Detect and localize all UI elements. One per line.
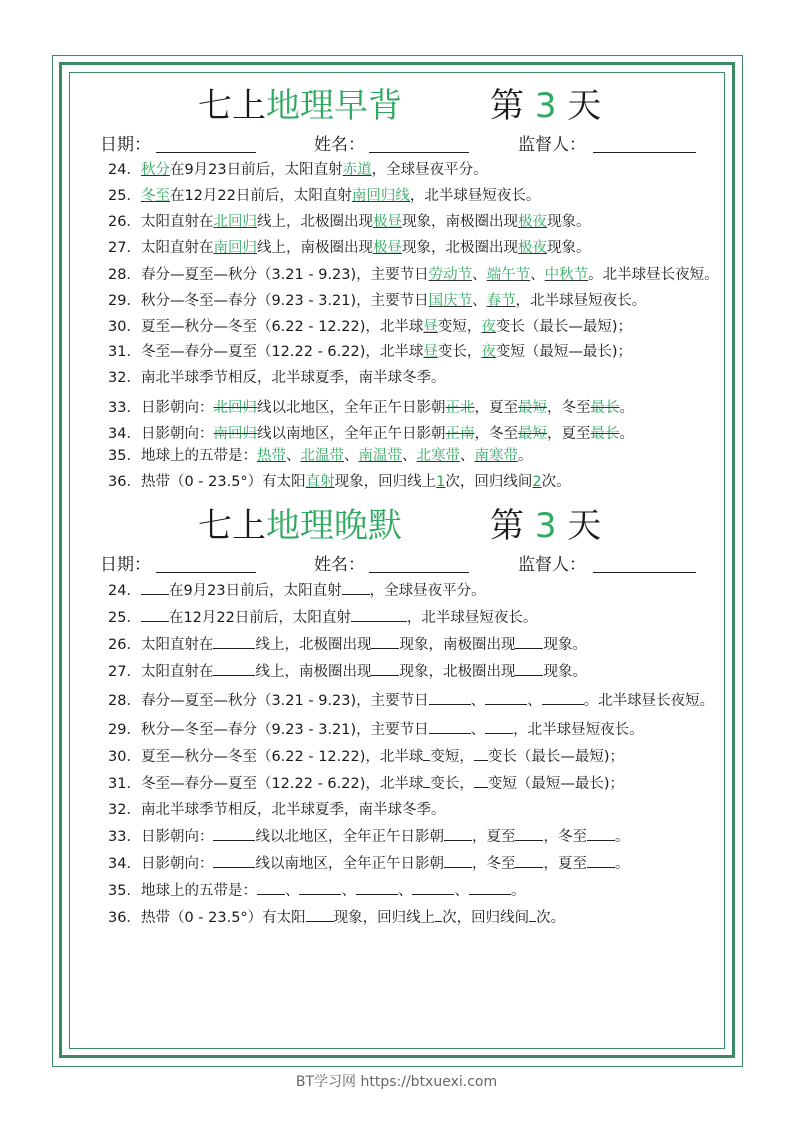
item-text: 。北半球昼长夜短。 <box>583 693 715 709</box>
list-item <box>76 317 720 337</box>
date-label: 日期： <box>100 135 151 155</box>
answer-text: 极昼 <box>372 240 402 256</box>
list-item <box>76 746 720 767</box>
blank-field[interactable] <box>485 719 513 734</box>
item-text: 现象，回归线上 <box>333 910 436 926</box>
supervisor-label: 监督人： <box>518 555 586 575</box>
item-text: 次，回归线间 <box>442 910 530 926</box>
item-text: ，夏至 <box>543 856 587 872</box>
answer-text: 最长 <box>590 426 620 442</box>
item-text: 在12月22日前后，太阳直射 <box>169 188 352 204</box>
item-number: 25． <box>108 610 141 626</box>
item-text: 线以南地区，全年正午日影朝 <box>256 426 446 442</box>
item-number: 29． <box>108 293 141 309</box>
item-text: 春分—夏至—秋分（3.21 - 9.23)，主要节日 <box>140 693 429 709</box>
list-item <box>76 773 720 794</box>
item-number: 35． <box>108 883 141 899</box>
list-item <box>76 472 720 492</box>
item-number: 31． <box>108 344 141 360</box>
answer-text: 最短 <box>517 426 547 442</box>
name-label: 姓名： <box>314 555 365 575</box>
item-text: 、 <box>470 722 486 738</box>
item-text: 、 <box>470 693 486 709</box>
list-item <box>76 342 720 362</box>
evening-section <box>76 500 720 928</box>
list-item <box>76 291 720 311</box>
evening-info-row <box>76 552 720 578</box>
item-text: 现象，北极圈出现 <box>401 240 518 256</box>
item-text: 秋分—冬至—春分（9.23 - 3.21)，主要节日 <box>140 722 429 738</box>
worksheet <box>76 80 720 934</box>
list-item <box>76 880 720 901</box>
answer-text: 春节 <box>486 293 516 309</box>
item-number: 36． <box>108 910 141 926</box>
item-number: 31． <box>108 776 141 792</box>
list-item <box>76 238 720 258</box>
list-item <box>76 265 720 285</box>
blank-field[interactable] <box>542 690 584 705</box>
item-text: 日影朝向： <box>140 856 214 872</box>
blank-field[interactable] <box>515 661 543 676</box>
answer-text: 正南 <box>445 426 475 442</box>
item-text: 。 <box>614 856 630 872</box>
list-item <box>76 826 720 847</box>
answer-text: 国庆节 <box>428 293 473 309</box>
item-text: 太阳直射在 <box>140 214 214 230</box>
item-number: 34． <box>108 856 141 872</box>
item-text: 。北半球昼长夜短。 <box>588 267 719 283</box>
item-text: 、 <box>401 448 417 464</box>
item-text: 变短（最短—最长)； <box>487 776 625 792</box>
answer-text: 中秋节 <box>544 267 589 283</box>
item-text: ，全球昼夜平分。 <box>371 162 488 178</box>
item-number: 30． <box>108 319 141 335</box>
item-number: 24． <box>108 583 141 599</box>
item-text: ，夏至 <box>474 400 518 416</box>
title-subject: 地理晚默 <box>266 506 402 546</box>
answer-text: 昼 <box>423 344 438 360</box>
answer-text: 劳动节 <box>428 267 473 283</box>
morning-section <box>76 80 720 492</box>
item-text: 现象。 <box>546 214 591 230</box>
item-text: 现象，南极圈出现 <box>399 637 516 653</box>
day-prefix: 第 <box>490 506 524 546</box>
item-text: ，北半球昼短夜长。 <box>406 610 538 626</box>
item-text: 。 <box>619 426 634 442</box>
answer-text: 秋分 <box>140 162 170 178</box>
blank-field[interactable] <box>429 719 471 734</box>
item-number: 32． <box>108 802 141 818</box>
day-prefix: 第 <box>490 86 524 126</box>
list-item <box>76 907 720 928</box>
answer-text: 北回归 <box>213 214 257 230</box>
answer-text: 1 <box>436 474 446 490</box>
answer-text: 北温带 <box>300 448 344 464</box>
day-number: 3 <box>534 86 557 126</box>
answer-text: 直射 <box>305 474 335 490</box>
answer-text: 夜 <box>481 319 496 335</box>
name-label: 姓名： <box>314 135 365 155</box>
answer-text: 北回归 <box>213 400 257 416</box>
item-text: 现象，北极圈出现 <box>399 664 516 680</box>
item-number: 30． <box>108 749 141 765</box>
item-text: 地球上的五带是： <box>140 883 257 899</box>
date-field[interactable] <box>156 152 256 153</box>
blank-field[interactable] <box>515 853 543 868</box>
item-text: 变长， <box>430 776 474 792</box>
answer-text: 北寒带 <box>416 448 460 464</box>
list-item <box>76 800 720 820</box>
title-grade: 七上 <box>198 506 266 546</box>
blank-field[interactable] <box>342 580 370 595</box>
footer-watermark: BT学习网 https://btxuexi.com <box>295 1074 498 1090</box>
list-item <box>76 607 720 628</box>
item-text: ，冬至 <box>471 856 516 872</box>
answer-text: 南回归线 <box>351 188 410 204</box>
blank-field[interactable] <box>515 634 543 649</box>
item-text: 秋分—冬至—春分（9.23 - 3.21)，主要节日 <box>140 293 429 309</box>
list-item <box>76 634 720 655</box>
list-item <box>76 398 720 418</box>
answer-text: 正北 <box>445 400 475 416</box>
blank-field[interactable] <box>213 853 255 868</box>
item-number: 28． <box>108 693 141 709</box>
item-text: 、 <box>343 448 359 464</box>
evening-title-main <box>198 500 402 552</box>
item-text: 冬至—春分—夏至（12.22 - 6.22)，北半球 <box>140 776 424 792</box>
evening-item-list <box>76 580 720 928</box>
item-number: 28． <box>108 267 141 283</box>
item-text: 、 <box>459 448 475 464</box>
item-text: ，北半球昼短夜长。 <box>409 188 541 204</box>
item-text: 春分—夏至—秋分（3.21 - 9.23)，主要节日 <box>140 267 429 283</box>
item-number: 36． <box>108 474 141 490</box>
item-text: 、 <box>341 883 356 899</box>
answer-text: 赤道 <box>342 162 372 178</box>
item-text: 现象，回归线上 <box>334 474 437 490</box>
item-text: 。 <box>619 400 634 416</box>
item-text: 日影朝向： <box>140 829 214 845</box>
answer-text: 昼 <box>423 319 438 335</box>
item-text: 变短， <box>437 319 482 335</box>
item-text: 南北半球季节相反，北半球夏季，南半球冬季。 <box>140 802 446 818</box>
blank-field[interactable] <box>515 826 543 841</box>
blank-field[interactable] <box>299 880 341 895</box>
list-item <box>76 661 720 682</box>
blank-field[interactable] <box>474 773 488 788</box>
blank-field[interactable] <box>141 580 169 595</box>
answer-text: 夜 <box>481 344 496 360</box>
item-text: 线上，北极圈出现 <box>255 637 372 653</box>
answer-text: 极昼 <box>372 214 402 230</box>
blank-field[interactable] <box>141 607 169 622</box>
item-text: 在9月23日前后，太阳直射 <box>169 162 343 178</box>
name-field[interactable] <box>369 572 469 573</box>
item-text: 地球上的五带是： <box>140 448 257 464</box>
item-text: 在12月22日前后，太阳直射 <box>168 610 351 626</box>
item-text: 。 <box>614 829 630 845</box>
item-number: 34． <box>108 426 141 442</box>
morning-info-row <box>76 132 720 158</box>
list-item <box>76 424 720 444</box>
item-number: 33． <box>108 829 141 845</box>
evening-title <box>76 500 720 552</box>
blank-field[interactable] <box>587 826 615 841</box>
blank-field[interactable] <box>213 634 255 649</box>
item-text: 变长， <box>437 344 482 360</box>
answer-text: 南寒带 <box>474 448 518 464</box>
list-item <box>76 580 720 601</box>
blank-field[interactable] <box>306 907 334 922</box>
supervisor-field[interactable] <box>593 572 696 573</box>
item-text: 次。 <box>541 474 571 490</box>
blank-field[interactable] <box>257 880 285 895</box>
item-text: ，北半球昼短夜长。 <box>513 722 644 738</box>
item-text: 、 <box>397 883 413 899</box>
answer-text: 极夜 <box>517 214 547 230</box>
blank-field[interactable] <box>213 661 255 676</box>
item-text: ，冬至 <box>543 829 587 845</box>
list-item <box>76 368 720 388</box>
item-text: 、 <box>472 293 487 309</box>
item-text: 太阳直射在 <box>140 664 214 680</box>
morning-item-list <box>76 160 720 492</box>
list-item <box>76 446 720 466</box>
item-text: 现象。 <box>543 664 587 680</box>
list-item <box>76 690 720 711</box>
blank-field[interactable] <box>213 826 255 841</box>
item-text: 变短， <box>430 749 474 765</box>
item-text: 、 <box>454 883 469 899</box>
item-text: 南北半球季节相反，北半球夏季，南半球冬季。 <box>140 370 446 386</box>
day-suffix: 天 <box>567 506 602 546</box>
blank-field[interactable] <box>469 880 511 895</box>
blank-field[interactable] <box>444 826 472 841</box>
item-text: 变短（最短—最长)； <box>495 344 633 360</box>
list-item <box>76 212 720 232</box>
item-number: 32． <box>108 370 141 386</box>
item-text: 冬至—春分—夏至（12.22 - 6.22)，北半球 <box>140 344 424 360</box>
item-text: 在9月23日前后，太阳直射 <box>168 583 342 599</box>
item-text: 热带（0 - 23.5°）有太阳 <box>140 474 306 490</box>
list-item <box>76 186 720 206</box>
blank-field[interactable] <box>371 634 399 649</box>
date-field[interactable] <box>156 572 256 573</box>
item-text: 线以北地区，全年正午日影朝 <box>255 829 444 845</box>
item-text: 太阳直射在 <box>140 240 214 256</box>
item-text: ，夏至 <box>471 829 516 845</box>
item-text: 现象。 <box>543 637 587 653</box>
supervisor-field[interactable] <box>593 152 696 153</box>
answer-text: 南回归 <box>213 426 257 442</box>
blank-field[interactable] <box>412 880 454 895</box>
answer-text: 冬至 <box>140 188 170 204</box>
answer-text: 最短 <box>517 400 547 416</box>
item-text: ，冬至 <box>546 400 591 416</box>
blank-field[interactable] <box>444 853 472 868</box>
answer-text: 最长 <box>590 400 620 416</box>
item-number: 25． <box>108 188 141 204</box>
item-text: 变长（最长—最短)； <box>495 319 633 335</box>
answer-text: 热带 <box>256 448 286 464</box>
item-text: 、 <box>285 448 301 464</box>
item-number: 24． <box>108 162 141 178</box>
item-number: 33． <box>108 400 141 416</box>
item-text: 热带（0 - 23.5°）有太阳 <box>140 910 306 926</box>
date-label: 日期： <box>100 555 151 575</box>
item-text: 线以北地区，全年正午日影朝 <box>256 400 446 416</box>
item-text: 线上，南极圈出现 <box>256 240 373 256</box>
morning-title-main <box>198 80 402 132</box>
item-number: 27． <box>108 664 141 680</box>
item-number: 29． <box>108 722 141 738</box>
blank-field[interactable] <box>587 853 615 868</box>
answer-text: 端午节 <box>486 267 531 283</box>
answer-text: 南温带 <box>358 448 402 464</box>
item-text: 线上，南极圈出现 <box>255 664 372 680</box>
name-field[interactable] <box>369 152 469 153</box>
item-text: 次。 <box>536 910 566 926</box>
blank-field[interactable] <box>474 746 488 761</box>
item-text: 现象。 <box>546 240 591 256</box>
item-text: 、 <box>472 267 487 283</box>
answer-text: 南回归 <box>213 240 257 256</box>
item-text: 线以南地区，全年正午日影朝 <box>255 856 444 872</box>
item-text: 、 <box>284 883 300 899</box>
blank-field[interactable] <box>371 661 399 676</box>
morning-title <box>76 80 720 132</box>
supervisor-label: 监督人： <box>518 135 586 155</box>
item-text: ，冬至 <box>474 426 518 442</box>
list-item <box>76 719 720 740</box>
item-number: 35． <box>108 448 141 464</box>
blank-field[interactable] <box>429 690 471 705</box>
item-text: 、 <box>527 693 542 709</box>
item-text: ，北半球昼短夜长。 <box>515 293 647 309</box>
blank-field[interactable] <box>356 880 398 895</box>
item-text: 。 <box>517 448 533 464</box>
blank-field[interactable] <box>351 607 407 622</box>
item-number: 26． <box>108 214 141 230</box>
blank-field[interactable] <box>485 690 527 705</box>
item-text: 、 <box>530 267 545 283</box>
item-text: 。 <box>510 883 526 899</box>
item-text: 夏至—秋分—冬至（6.22 - 12.22)，北半球 <box>140 319 424 335</box>
title-subject: 地理早背 <box>266 86 402 126</box>
item-text: 变长（最长—最短)； <box>487 749 625 765</box>
day-suffix: 天 <box>567 86 602 126</box>
list-item <box>76 853 720 874</box>
list-item <box>76 160 720 180</box>
item-text: 次，回归线间 <box>445 474 533 490</box>
day-number: 3 <box>534 506 557 546</box>
item-text: ，夏至 <box>546 426 591 442</box>
morning-day <box>490 80 601 132</box>
item-text: 日影朝向： <box>140 400 214 416</box>
answer-text: 极夜 <box>517 240 547 256</box>
answer-text: 2 <box>532 474 542 490</box>
item-text: ，全球昼夜平分。 <box>369 583 486 599</box>
item-text: 线上，北极圈出现 <box>256 214 373 230</box>
title-grade: 七上 <box>198 86 266 126</box>
item-text: 夏至—秋分—冬至（6.22 - 12.22)，北半球 <box>140 749 424 765</box>
item-number: 26． <box>108 637 141 653</box>
evening-day <box>490 500 601 552</box>
item-text: 现象，南极圈出现 <box>401 214 518 230</box>
item-number: 27． <box>108 240 141 256</box>
item-text: 太阳直射在 <box>140 637 214 653</box>
item-text: 日影朝向： <box>140 426 214 442</box>
